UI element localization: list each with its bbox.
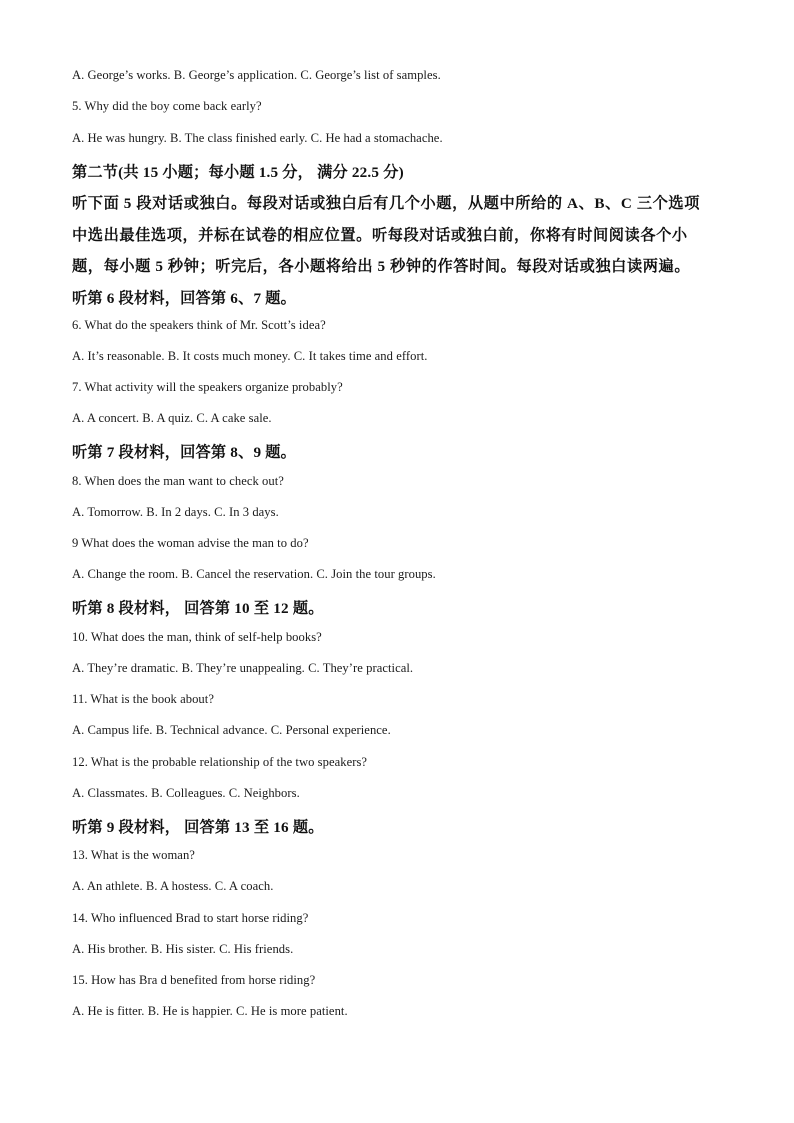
- answer-options-q13: A. An athlete. B. A hostess. C. A coach.: [72, 879, 274, 893]
- answer-options-q8: A. Tomorrow. B. In 2 days. C. In 3 days.: [72, 505, 279, 519]
- question-10: 10. What does the man, think of self-help books?: [72, 630, 322, 644]
- material-9-heading: 听第 9 段材料， 回答第 13 至 16 题。: [72, 819, 324, 836]
- question-13: 13. What is the woman?: [72, 848, 195, 862]
- question-7: 7. What activity will the speakers organize probably?: [72, 380, 343, 394]
- material-7-heading: 听第 7 段材料，回答第 8、9 题。: [72, 444, 297, 461]
- question-8: 8. When does the man want to check out?: [72, 474, 284, 488]
- section-heading: 第二节(共 15 小题；每小题 1.5 分， 满分 22.5 分): [72, 164, 404, 181]
- answer-options-q15: A. He is fitter. B. He is happier. C. He is more patient.: [72, 1004, 348, 1018]
- answer-options-q11: A. Campus life. B. Technical advance. C. Personal experience.: [72, 723, 391, 737]
- answer-options-q4: A. George’s works. B. George’s application. C. George’s list of samples.: [72, 68, 441, 82]
- material-8-heading: 听第 8 段材料， 回答第 10 至 12 题。: [72, 600, 324, 617]
- answer-options-q7: A. A concert. B. A quiz. C. A cake sale.: [72, 411, 272, 425]
- answer-options-q9: A. Change the room. B. Cancel the reservation. C. Join the tour groups.: [72, 567, 436, 581]
- question-9: 9 What does the woman advise the man to do?: [72, 536, 309, 550]
- answer-options-q6: A. It’s reasonable. B. It costs much money. C. It takes time and effort.: [72, 349, 428, 363]
- instructions-line-1: 听下面 5 段对话或独白。每段对话或独白后有几个小题，从题中所给的 A、B、C 三个选项: [72, 195, 700, 212]
- answer-options-q12: A. Classmates. B. Colleagues. C. Neighbors.: [72, 786, 300, 800]
- question-11: 11. What is the book about?: [72, 692, 214, 706]
- material-6-heading: 听第 6 段材料，回答第 6、7 题。: [72, 290, 297, 307]
- question-6: 6. What do the speakers think of Mr. Scott’s idea?: [72, 318, 326, 332]
- question-5: 5. Why did the boy come back early?: [72, 99, 262, 113]
- instructions-line-3: 题，每小题 5 秒钟；听完后，各小题将给出 5 秒钟的作答时间。每段对话或独白读两遍。: [72, 258, 691, 275]
- question-12: 12. What is the probable relationship of the two speakers?: [72, 755, 368, 769]
- instructions-line-2: 中选出最佳选项，并标在试卷的相应位置。听每段对话或独白前，你将有时间阅读各个小: [72, 227, 688, 244]
- question-14: 14. Who influenced Brad to start horse riding?: [72, 911, 309, 925]
- answer-options-q10: A. They’re dramatic. B. They’re unappealing. C. They’re practical.: [72, 661, 414, 675]
- question-15: 15. How has Bra d benefited from horse riding?: [72, 973, 316, 987]
- answer-options-q14: A. His brother. B. His sister. C. His friends.: [72, 942, 294, 956]
- answer-options-q5: A. He was hungry. B. The class finished early. C. He had a stomachache.: [72, 131, 443, 145]
